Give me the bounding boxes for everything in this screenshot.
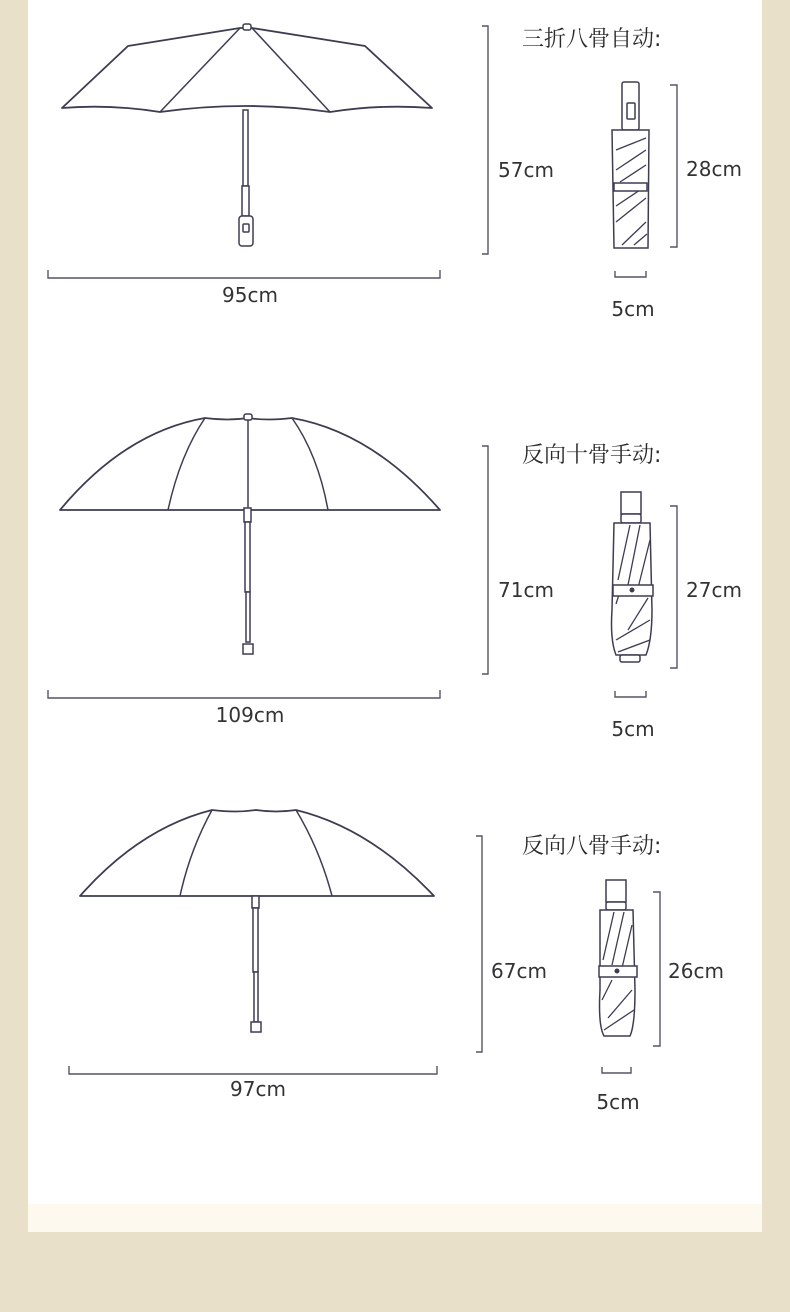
folded-length-dimension-line-2 xyxy=(670,506,677,668)
model-3-group xyxy=(69,810,724,1114)
height-dimension-line-2 xyxy=(482,446,488,674)
folded-width-label-3: 5cm xyxy=(596,1090,640,1114)
height-dimension-line-3 xyxy=(476,836,482,1052)
model-2-group xyxy=(48,414,742,741)
folded-width-dimension-line-2 xyxy=(615,691,646,697)
model-title-2: 反向十骨手动: xyxy=(522,443,662,468)
folded-umbrella-1 xyxy=(612,82,649,248)
open-width-label-1: 95cm xyxy=(222,283,278,307)
folded-length-dimension-line-3 xyxy=(653,892,660,1046)
folded-length-dimension-line-1 xyxy=(670,85,677,247)
width-dimension-line-2 xyxy=(48,690,440,698)
open-umbrella-3 xyxy=(80,810,434,1032)
width-dimension-line-1 xyxy=(48,270,440,278)
width-dimension-line-3 xyxy=(69,1066,437,1074)
open-umbrella-1 xyxy=(62,24,432,246)
model-1-group xyxy=(48,24,742,321)
open-umbrella-2 xyxy=(60,414,440,654)
open-height-label-3: 67cm xyxy=(491,959,547,983)
open-height-label-2: 71cm xyxy=(498,578,554,602)
folded-umbrella-2 xyxy=(612,492,654,662)
open-width-label-2: 109cm xyxy=(215,703,285,727)
open-height-label-1: 57cm xyxy=(498,158,554,182)
open-width-label-3: 97cm xyxy=(230,1077,286,1101)
model-title-3: 反向八骨手动: xyxy=(522,834,662,859)
folded-umbrella-3 xyxy=(599,880,637,1036)
folded-width-label-1: 5cm xyxy=(611,297,655,321)
folded-length-label-1: 28cm xyxy=(686,157,742,181)
folded-width-label-2: 5cm xyxy=(611,717,655,741)
folded-width-dimension-line-1 xyxy=(615,271,646,277)
model-title-1: 三折八骨自动: xyxy=(522,27,662,52)
folded-width-dimension-line-3 xyxy=(602,1067,631,1073)
height-dimension-line-1 xyxy=(482,26,488,254)
folded-length-label-3: 26cm xyxy=(668,959,724,983)
folded-length-label-2: 27cm xyxy=(686,578,742,602)
